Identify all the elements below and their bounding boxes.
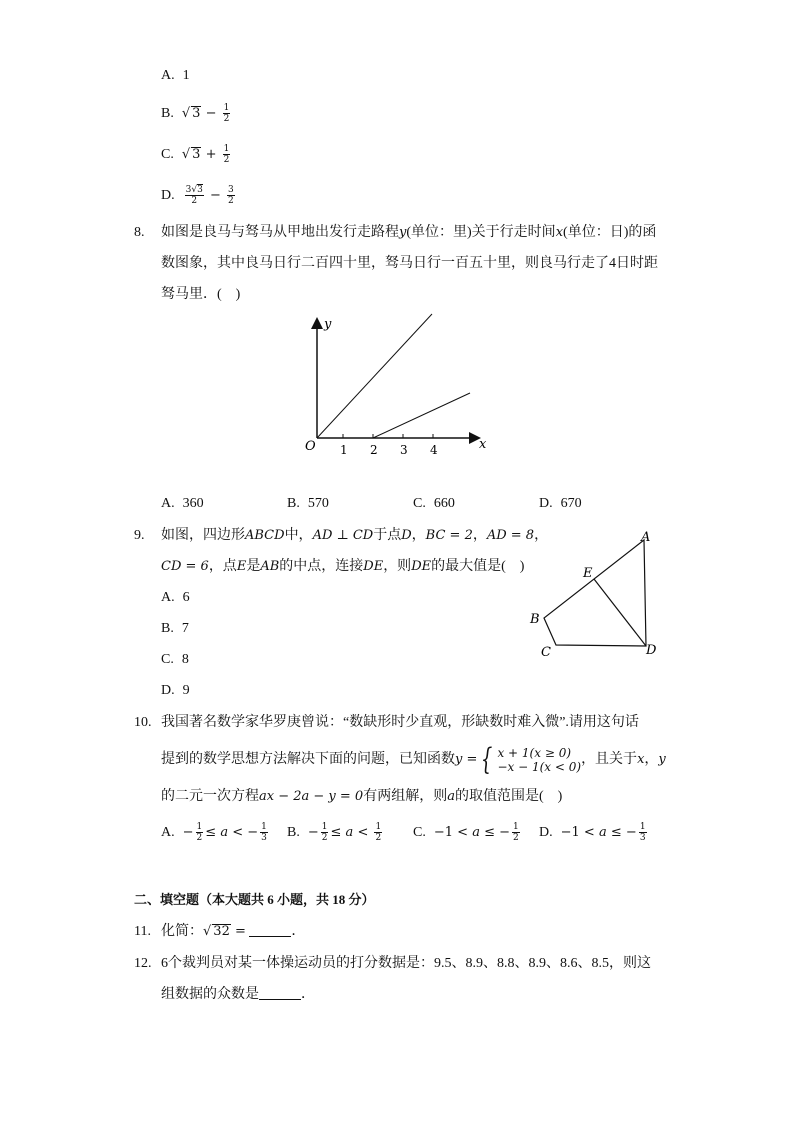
option-label: D.: [161, 188, 175, 203]
tick-4: 4: [430, 443, 438, 457]
radicand: 3: [192, 147, 201, 162]
x-axis-label: x: [479, 437, 487, 452]
vertex-d: D: [646, 643, 657, 658]
q12-stem-line2: 组数据的众数是 ．: [161, 987, 315, 1002]
fraction: $\frac{1}{2}$: [223, 144, 230, 165]
q8-option-c: C. 660: [413, 496, 455, 511]
q10-stem-line3: 的二元一次方程ax − 2a − y = 0有两组解，则a的取值范围是( ): [161, 789, 563, 804]
vertex-e: E: [583, 566, 593, 581]
q12-stem-line1: 6个裁判员对某一体操运动员的打分数据是：9.5、8.9、8.8、8.9、8.6、8.5，则这: [161, 956, 651, 971]
origin-label: O: [305, 439, 316, 454]
segment-de: [594, 579, 646, 646]
fraction: $\frac{3√3}{2}$: [185, 185, 203, 206]
quadrilateral-abcd: [544, 540, 646, 646]
tick-2: 2: [370, 443, 378, 457]
tick-1: 1: [340, 443, 348, 457]
q8-stem-line1: 如图是良马与驽马从甲地出发行走路程y(单位：里)关于行走时间x(单位：日)的函: [161, 225, 657, 240]
operator: +: [205, 147, 217, 162]
operator: −: [209, 188, 221, 203]
q9-option-d: D. 9: [161, 683, 190, 698]
vertex-a: A: [641, 530, 651, 545]
q10-stem-line1: 我国著名数学家华罗庚曾说：“数缺形时少直观，形缺数时难入微”.请用这句话: [161, 715, 639, 730]
question-number: 9.: [134, 528, 145, 543]
answer-blank[interactable]: [259, 985, 301, 1000]
vertex-c: C: [541, 645, 551, 658]
sqrt-sign: √: [181, 106, 191, 121]
option-label: B.: [161, 106, 174, 121]
tick-3: 3: [400, 443, 408, 457]
radicand: 3: [192, 106, 201, 121]
q8-option-d: D. 670: [539, 496, 582, 511]
q7-option-d: [161, 185, 237, 206]
q8-stem-line2: 数图象，其中良马日行二百四十里，驽马日行一百五十里，则良马行走了4日时距: [161, 256, 658, 271]
q10-option-b: B. − $\frac{1}{2}$ ≤ a < $\frac{1}{2}$: [287, 822, 382, 843]
section-title: 二、填空题（本大题共 6 小题，共 18 分）: [134, 892, 375, 907]
question-number: 11.: [134, 924, 151, 939]
q9-option-b: B. 7: [161, 621, 189, 636]
q8-graph: [300, 310, 490, 460]
fraction: $\frac{3}{2}$: [228, 185, 234, 206]
q9-stem-line1: 如图，四边形ABCD中，AD ⊥ CD于点D，BC = 2，AD = 8，: [161, 528, 549, 543]
slow-horse-line: [373, 393, 470, 438]
piecewise-function: { x + 1(x ≥ 0) −x − 1(x < 0): [481, 741, 582, 777]
operator: −: [205, 106, 217, 121]
q9-figure: [526, 528, 666, 658]
question-number: 10.: [134, 715, 152, 730]
y-axis-label: y: [324, 317, 332, 332]
good-horse-line: [317, 314, 432, 438]
q9-option-c: C. 8: [161, 652, 189, 667]
q11-stem: 化简：√ 32 = ．: [161, 924, 306, 939]
option-label: C.: [161, 147, 174, 162]
question-number: 12.: [134, 956, 152, 971]
q9-stem-line2: CD = 6，点E是AB的中点，连接DE，则DE的最大值是( ): [161, 559, 525, 574]
q7-option-a: [161, 66, 190, 86]
answer-blank[interactable]: [249, 922, 291, 937]
q10-option-d: D. −1 < a ≤ − $\frac{1}{3}$: [539, 822, 646, 843]
q10-stem-line2: 提到的数学思想方法解决下面的问题，已知函数y = { x + 1(x ≥ 0) −x − 1(x < 0) ，且关于x，y: [161, 741, 666, 777]
q9-option-a: A. 6: [161, 590, 190, 605]
option-label: A.: [161, 68, 175, 83]
sqrt-sign: √: [181, 147, 191, 162]
question-number: 8.: [134, 225, 145, 240]
fraction: $\frac{1}{2}$: [223, 103, 230, 124]
q10-option-c: C. −1 < a ≤ − $\frac{1}{2}$: [413, 822, 519, 843]
q7-option-b: [161, 103, 232, 124]
q8-option-a: A. 360: [161, 496, 204, 511]
option-value: 1: [182, 68, 190, 83]
q10-option-a: A. − $\frac{1}{2}$ ≤ a < − $\frac{1}{3}$: [161, 822, 267, 843]
q8-option-b: B. 570: [287, 496, 329, 511]
q7-option-c: [161, 144, 232, 165]
q8-stem-line3: 驽马里．( ): [161, 287, 241, 302]
vertex-b: B: [530, 612, 540, 627]
